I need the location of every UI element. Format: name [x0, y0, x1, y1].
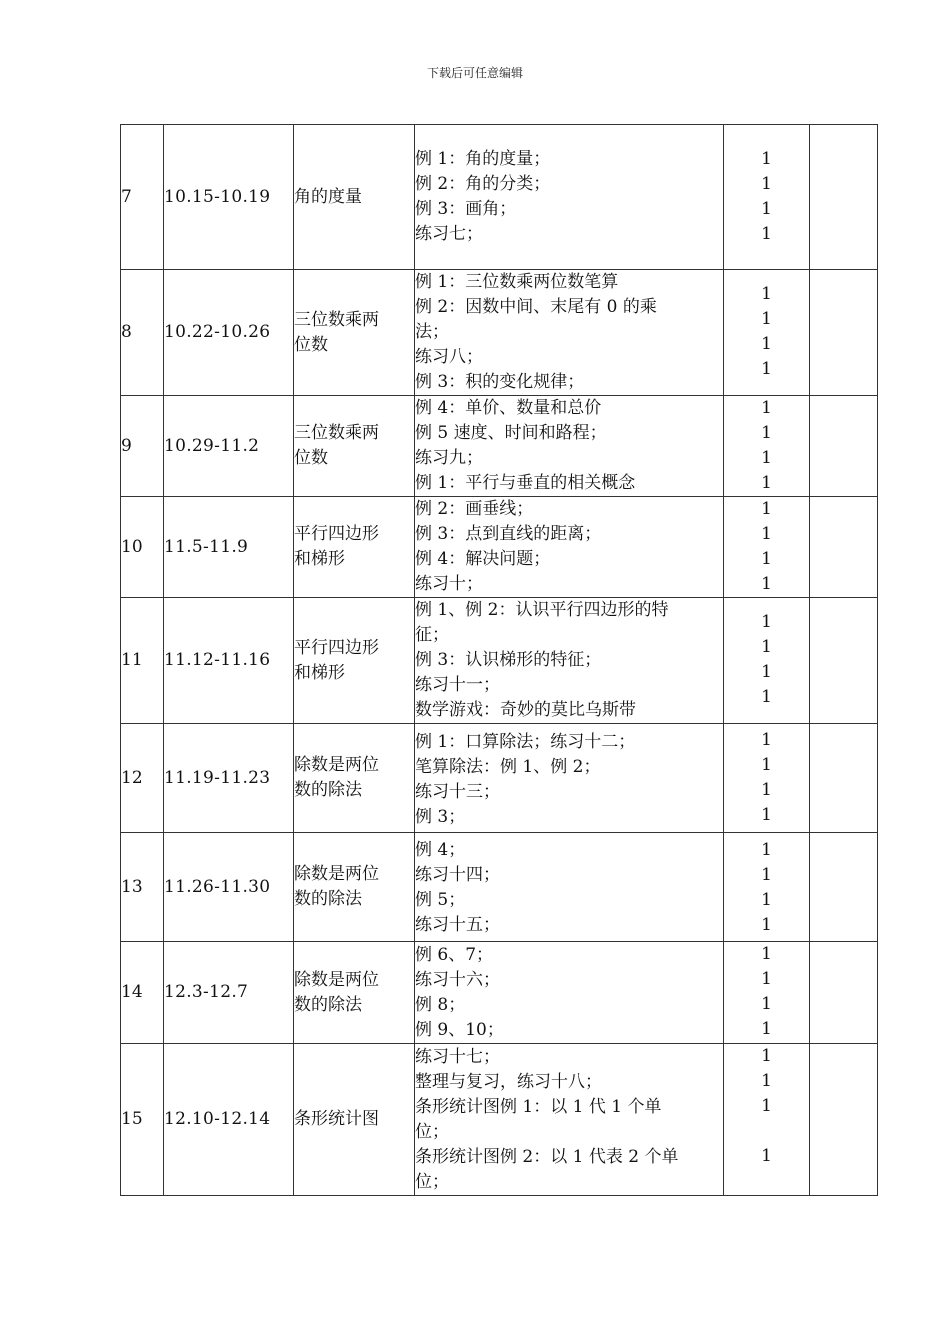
hours-line: 1 — [761, 1019, 772, 1039]
unit-line: 条形统计图 — [294, 1109, 379, 1129]
table-row — [121, 833, 878, 942]
content-line: 条形统计图例 2：以 1 代表 2 个单 — [415, 1147, 679, 1167]
page-header: 下载后可任意编辑 — [426, 66, 523, 80]
unit-line: 位数 — [294, 334, 328, 355]
hours-cell — [724, 125, 810, 270]
hours-line: 1 — [761, 1146, 772, 1166]
table-row — [121, 724, 878, 833]
hours-line: 1 — [761, 499, 772, 519]
note-cell — [810, 833, 878, 942]
content-line: 例 6、7； — [415, 945, 494, 965]
hours-line: 1 — [761, 1071, 772, 1091]
unit-line: 数的除法 — [294, 780, 362, 800]
hours-line: 1 — [761, 524, 772, 544]
hours-line: 1 — [761, 612, 772, 632]
content-cell — [415, 497, 724, 598]
week-cell: 15 — [121, 1044, 164, 1196]
week-cell: 9 — [121, 396, 164, 497]
content-line: 例 2：角的分类； — [415, 174, 551, 194]
hours-cell — [724, 270, 810, 396]
hours-line: 1 — [761, 284, 772, 304]
table-row — [121, 942, 878, 1044]
hours-line: 1 — [761, 473, 772, 493]
content-line: 例 1、例 2：认识平行四边形的特 — [415, 600, 669, 620]
content-line: 例 3：点到直线的距离； — [415, 524, 602, 544]
table-row — [121, 396, 878, 497]
hours-line: 1 — [761, 865, 772, 885]
hours-line: 1 — [761, 780, 772, 800]
content-line: 例 4：单价、数量和总价 — [415, 398, 602, 418]
teaching-plan-table — [120, 124, 878, 1196]
content-line: 征； — [415, 625, 449, 645]
unit-cell — [294, 1044, 415, 1196]
hours-line: 1 — [761, 637, 772, 657]
hours-line — [724, 1169, 809, 1194]
unit-line: 平行四边形 — [294, 524, 379, 544]
hours-cell — [724, 1044, 810, 1196]
content-line: 例 5； — [415, 890, 466, 910]
content-line: 练习十； — [415, 574, 483, 594]
content-line: 例 3； — [415, 807, 466, 827]
hours-line: 1 — [761, 969, 772, 989]
date-cell: 12.3-12.7 — [164, 942, 294, 1044]
content-cell — [415, 1044, 724, 1196]
table-row — [121, 270, 878, 396]
unit-cell — [294, 598, 415, 724]
content-cell — [415, 598, 724, 724]
hours-line: 1 — [761, 174, 772, 194]
content-line: 练习七； — [415, 224, 483, 244]
note-cell — [810, 497, 878, 598]
unit-cell — [294, 125, 415, 270]
hours-line: 1 — [761, 890, 772, 910]
unit-line: 平行四边形 — [294, 637, 379, 658]
hours-cell — [724, 497, 810, 598]
content-line: 例 3：认识梯形的特征； — [415, 650, 602, 670]
unit-line: 除数是两位 — [294, 969, 379, 990]
content-line: 例 2：因数中间、末尾有 0 的乘 — [415, 297, 657, 317]
hours-line: 1 — [761, 149, 772, 169]
content-line: 例 1：平行与垂直的相关概念 — [415, 473, 636, 493]
hours-line: 1 — [761, 730, 772, 750]
unit-cell — [294, 396, 415, 497]
unit-cell — [294, 497, 415, 598]
hours-line: 1 — [761, 687, 772, 707]
content-line: 练习八； — [415, 347, 483, 367]
content-line: 例 4：解决问题； — [415, 549, 551, 569]
content-line: 例 9、10； — [415, 1020, 504, 1040]
content-line: 练习十四； — [415, 865, 500, 885]
hours-cell — [724, 396, 810, 497]
hours-line: 1 — [761, 944, 772, 964]
week-cell: 7 — [121, 125, 164, 270]
content-line: 练习十一； — [415, 675, 500, 695]
content-line: 位； — [415, 1122, 449, 1142]
content-cell — [415, 833, 724, 942]
date-cell: 10.15-10.19 — [164, 125, 294, 270]
hours-line: 1 — [761, 359, 772, 379]
table-row — [121, 497, 878, 598]
hours-cell — [724, 833, 810, 942]
table-row — [121, 1044, 878, 1196]
hours-line: 1 — [761, 549, 772, 569]
hours-line: 1 — [761, 448, 772, 468]
unit-line: 除数是两位 — [294, 755, 379, 775]
content-line: 练习十三； — [415, 782, 500, 802]
content-line: 位； — [415, 1172, 449, 1192]
date-cell: 10.22-10.26 — [164, 270, 294, 396]
hours-line: 1 — [761, 1046, 772, 1066]
hours-line: 1 — [761, 224, 772, 244]
unit-cell — [294, 942, 415, 1044]
date-cell: 10.29-11.2 — [164, 396, 294, 497]
week-cell: 12 — [121, 724, 164, 833]
hours-line: 1 — [761, 334, 772, 354]
date-cell: 11.5-11.9 — [164, 497, 294, 598]
week-cell: 10 — [121, 497, 164, 598]
date-cell: 12.10-12.14 — [164, 1044, 294, 1196]
table-row — [121, 125, 878, 270]
content-line: 笔算除法：例 1、例 2； — [415, 757, 601, 777]
content-line: 练习十五； — [415, 915, 500, 935]
content-line: 例 1：角的度量； — [415, 149, 551, 169]
hours-line: 1 — [761, 574, 772, 594]
unit-line: 角的度量 — [294, 186, 362, 207]
hours-line: 1 — [761, 199, 772, 219]
unit-cell — [294, 270, 415, 396]
hours-line — [724, 1119, 809, 1144]
note-cell — [810, 598, 878, 724]
date-cell: 11.19-11.23 — [164, 724, 294, 833]
unit-line: 和梯形 — [294, 549, 345, 569]
unit-line: 数的除法 — [294, 994, 362, 1015]
hours-line: 1 — [761, 994, 772, 1014]
hours-line: 1 — [761, 1096, 772, 1116]
content-cell — [415, 270, 724, 396]
note-cell — [810, 396, 878, 497]
content-line: 练习十七； — [415, 1047, 500, 1067]
content-line: 练习十六； — [415, 970, 500, 990]
content-line: 法； — [415, 322, 449, 342]
note-cell — [810, 942, 878, 1044]
hours-line: 1 — [761, 755, 772, 775]
content-line: 例 2：画垂线； — [415, 499, 534, 519]
hours-line: 1 — [761, 805, 772, 825]
content-line: 练习九； — [415, 448, 483, 468]
hours-line: 1 — [761, 915, 772, 935]
hours-cell — [724, 942, 810, 1044]
unit-line: 三位数乘两 — [294, 423, 379, 443]
unit-line: 数的除法 — [294, 889, 362, 909]
note-cell — [810, 270, 878, 396]
unit-line: 位数 — [294, 448, 328, 468]
table-row — [121, 598, 878, 724]
unit-cell — [294, 833, 415, 942]
hours-cell — [724, 598, 810, 724]
week-cell: 11 — [121, 598, 164, 724]
content-line: 例 5 速度、时间和路程； — [415, 423, 607, 443]
date-cell: 11.26-11.30 — [164, 833, 294, 942]
content-line: 例 3：画角； — [415, 199, 517, 219]
content-line: 例 8； — [415, 995, 466, 1015]
hours-line: 1 — [761, 309, 772, 329]
hours-line: 1 — [761, 398, 772, 418]
unit-line: 除数是两位 — [294, 864, 379, 884]
content-cell — [415, 724, 724, 833]
hours-line: 1 — [761, 840, 772, 860]
table-body — [121, 125, 878, 1196]
note-cell — [810, 1044, 878, 1196]
content-line: 条形统计图例 1：以 1 代 1 个单 — [415, 1097, 662, 1117]
content-line: 例 3：积的变化规律； — [415, 372, 585, 392]
content-cell — [415, 125, 724, 270]
week-cell: 8 — [121, 270, 164, 396]
date-cell: 11.12-11.16 — [164, 598, 294, 724]
content-line: 数学游戏：奇妙的莫比乌斯带 — [415, 700, 636, 720]
hours-line: 1 — [761, 662, 772, 682]
content-line: 例 4； — [415, 840, 466, 860]
content-cell — [415, 396, 724, 497]
hours-line: 1 — [761, 423, 772, 443]
hours-cell — [724, 724, 810, 833]
unit-line: 和梯形 — [294, 662, 345, 683]
note-cell — [810, 125, 878, 270]
content-line: 例 1：三位数乘两位数笔算 — [415, 272, 619, 292]
note-cell — [810, 724, 878, 833]
week-cell: 13 — [121, 833, 164, 942]
unit-cell — [294, 724, 415, 833]
content-line: 例 1：口算除法；练习十二； — [415, 732, 636, 752]
content-cell — [415, 942, 724, 1044]
week-cell: 14 — [121, 942, 164, 1044]
content-line: 整理与复习，练习十八； — [415, 1072, 602, 1092]
unit-line: 三位数乘两 — [294, 309, 379, 330]
